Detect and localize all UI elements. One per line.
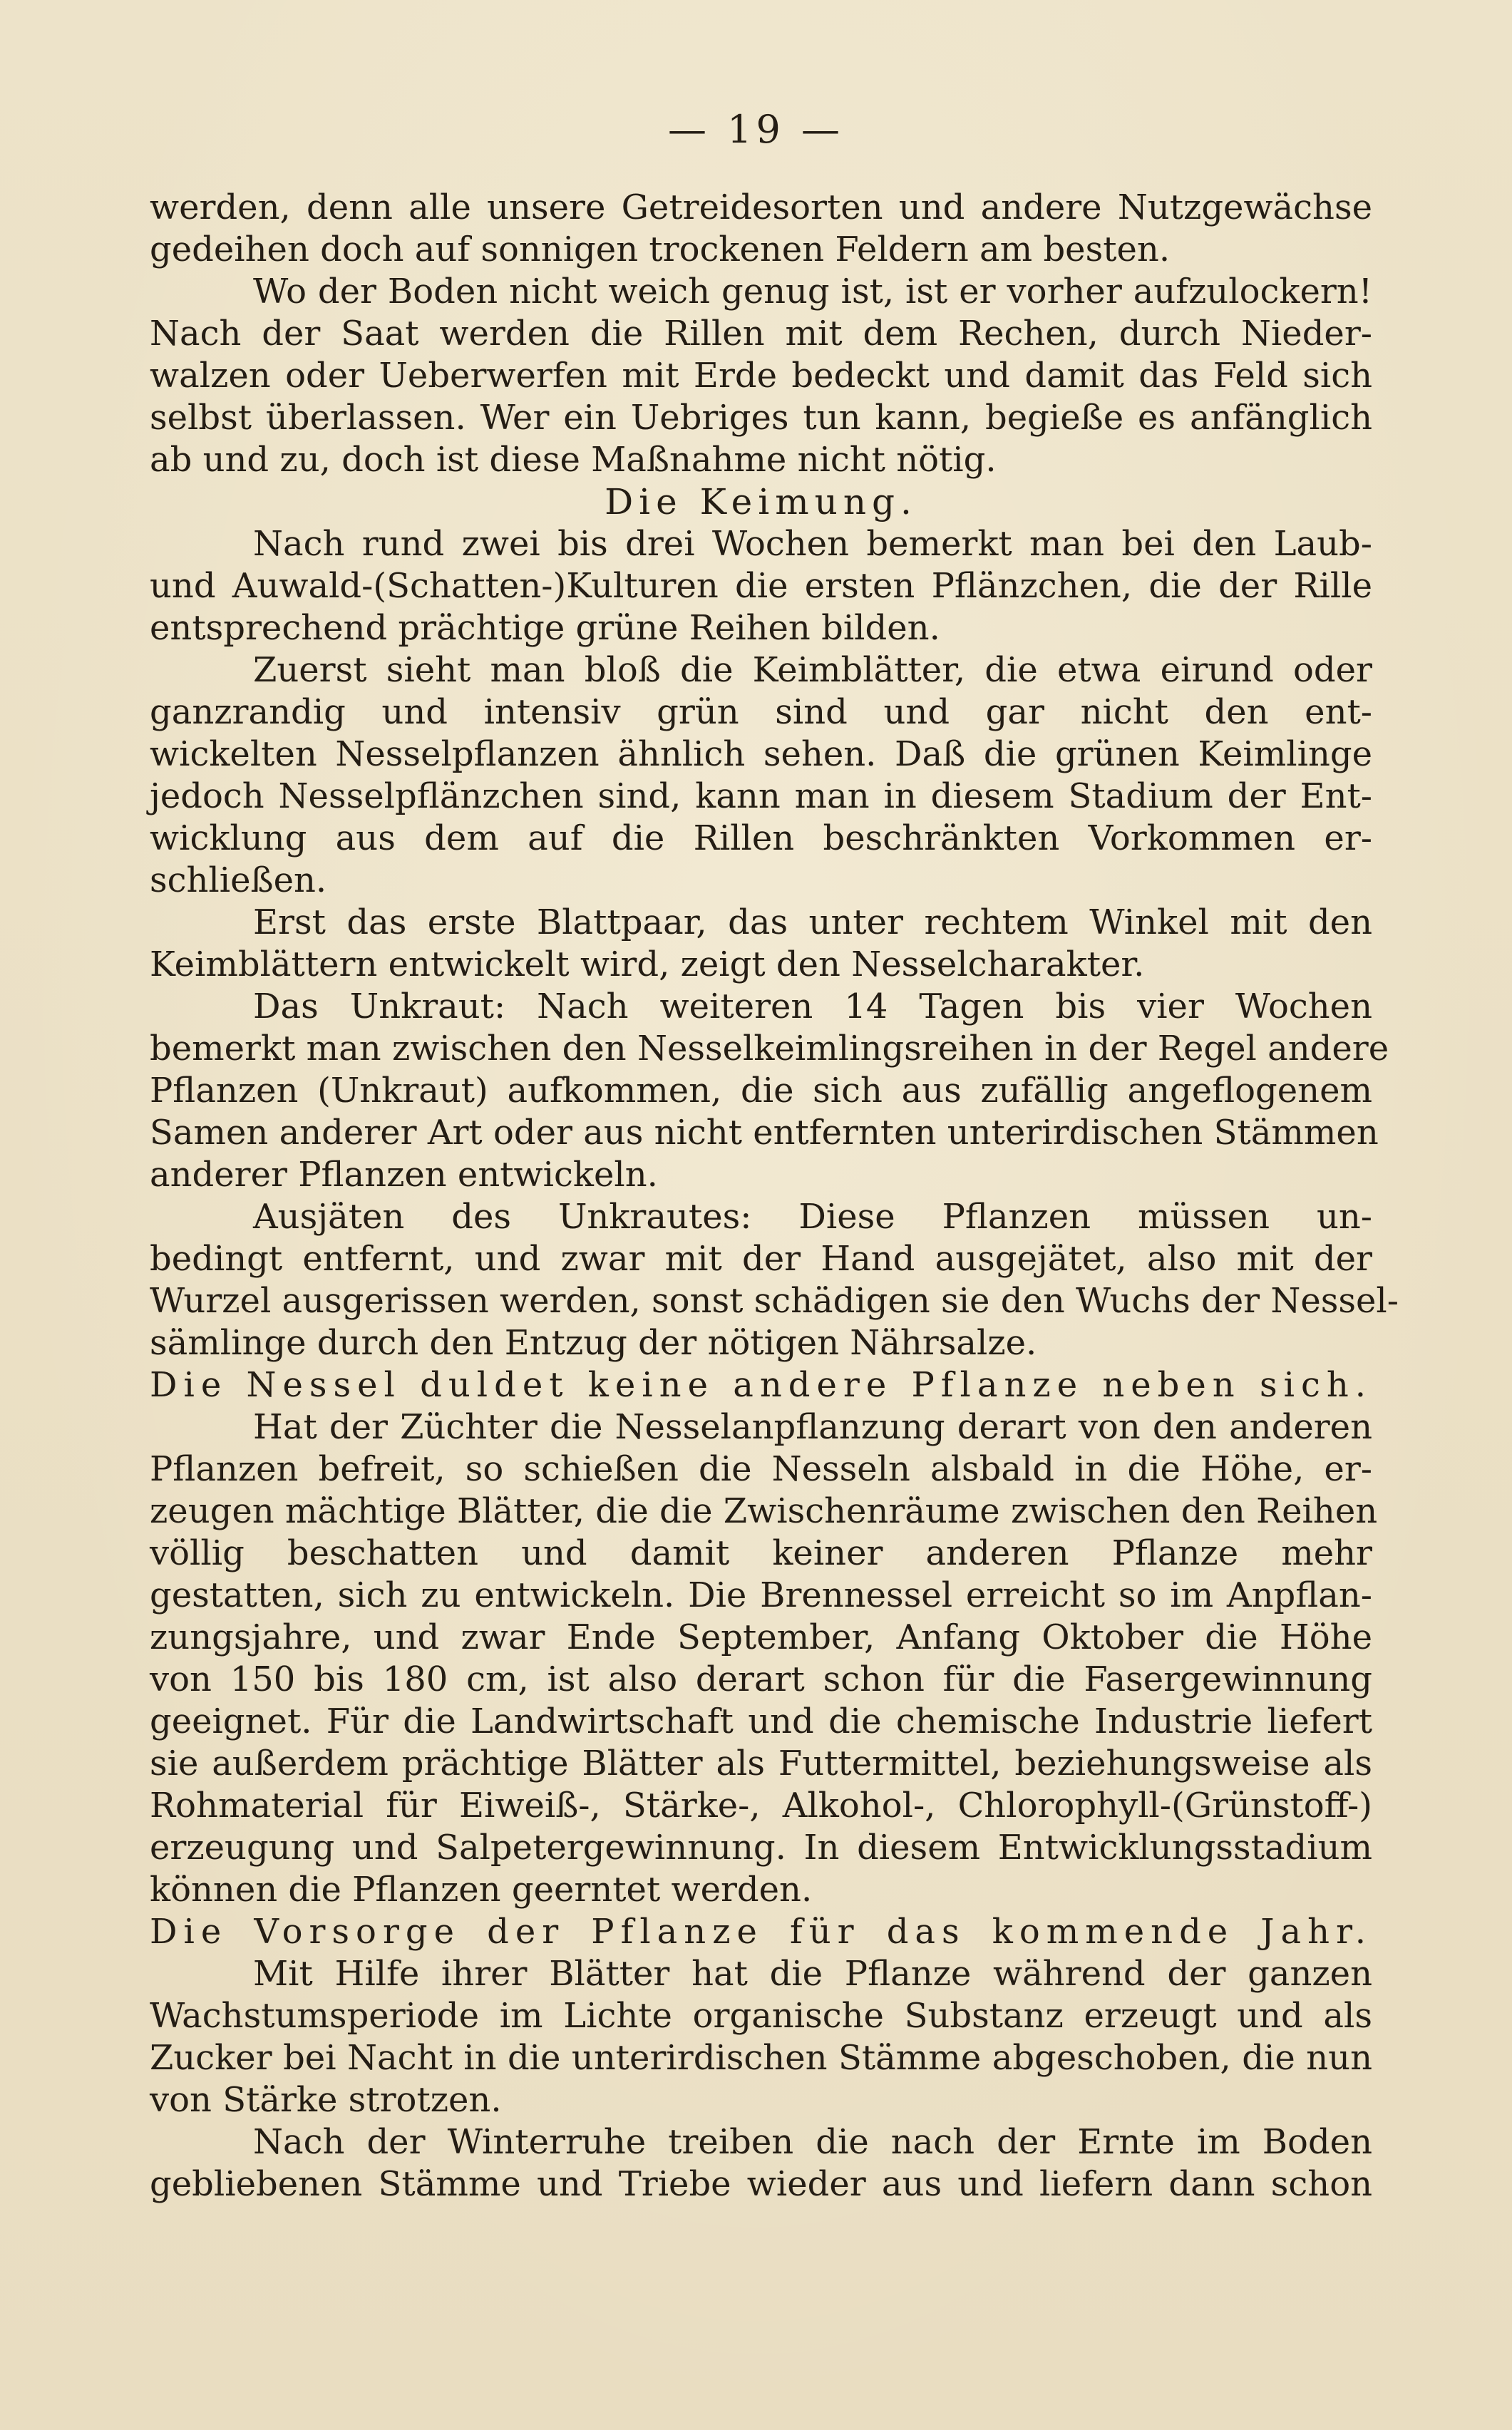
- text-line: Mit Hilfe ihrer Blätter hat die Pflanze während der ganzen: [253, 1954, 1372, 1994]
- text-line: Zuerst sieht man bloß die Keimblätter, die etwa eirund oder: [253, 650, 1372, 690]
- text-line: völlig beschatten und damit keiner anderen Pflanze mehr: [150, 1533, 1372, 1573]
- text-line: jedoch Nesselpflänzchen sind, kann man in diesem Stadium der Ent-: [150, 776, 1372, 816]
- section-heading-keimung: Die Keimung.: [605, 481, 917, 522]
- text-line: entsprechend prächtige grüne Reihen bilden.: [150, 608, 940, 648]
- text-line: Wo der Boden nicht weich genug ist, ist er vorher aufzulockern!: [253, 272, 1372, 312]
- text-line: von 150 bis 180 cm, ist also derart schon für die Fasergewinnung: [150, 1659, 1372, 1699]
- text-line: Nach der Saat werden die Rillen mit dem Rechen, durch Nieder-: [150, 314, 1372, 354]
- text-line: schließen.: [150, 860, 327, 900]
- text-line: anderer Pflanzen entwickeln.: [150, 1155, 658, 1195]
- text-line: sie außerdem prächtige Blätter als Futtermittel, beziehungsweise als: [150, 1744, 1372, 1783]
- text-line: erzeugung und Salpetergewinnung. In diesem Entwicklungsstadium: [150, 1828, 1372, 1868]
- text-line: werden, denn alle unsere Getreidesorten und andere Nutzgewächse: [150, 187, 1372, 227]
- section-heading-nessel: Die Nessel duldet keine andere Pflanze neben sich.: [150, 1365, 1372, 1405]
- body-text: [150, 187, 1399, 2205]
- text-line: Zucker bei Nacht in die unterirdischen Stämme abgeschoben, die nun: [150, 2038, 1372, 2078]
- text-line: Samen anderer Art oder aus nicht entfernten unterirdischen Stämmen: [150, 1113, 1379, 1153]
- text-line: gebliebenen Stämme und Triebe wieder aus und liefern dann schon: [150, 2164, 1372, 2204]
- text-line: Rohmaterial für Eiweiß-, Stärke-, Alkohol-, Chlorophyll-(Grünstoff-): [150, 1786, 1372, 1826]
- text-line: Das Unkraut: Nach weiteren 14 Tagen bis vier Wochen: [253, 987, 1372, 1026]
- text-line: Wurzel ausgerissen werden, sonst schädigen sie den Wuchs der Nessel-: [150, 1281, 1399, 1321]
- section-heading-vorsorge: Die Vorsorge der Pflanze für das kommende Jahr.: [150, 1912, 1372, 1952]
- text-line: Ausjäten des Unkrautes: Diese Pflanzen müssen un-: [253, 1197, 1372, 1237]
- text-line: Pflanzen (Unkraut) aufkommen, die sich aus zufällig angeflogenem: [150, 1071, 1372, 1111]
- text-line: sämlinge durch den Entzug der nötigen Nährsalze.: [150, 1323, 1037, 1363]
- text-line: ab und zu, doch ist diese Maßnahme nicht nötig.: [150, 440, 997, 480]
- text-line: können die Pflanzen geerntet werden.: [150, 1870, 813, 1910]
- text-line: ganzrandig und intensiv grün sind und gar nicht den ent-: [150, 692, 1372, 732]
- text-line: Pflanzen befreit, so schießen die Nesseln alsbald in die Höhe, er-: [150, 1449, 1372, 1489]
- text-line: Keimblättern entwickelt wird, zeigt den Nesselcharakter.: [150, 944, 1145, 984]
- text-line: von Stärke strotzen.: [150, 2080, 502, 2120]
- text-line: zeugen mächtige Blätter, die die Zwischenräume zwischen den Reihen: [150, 1491, 1378, 1531]
- text-line: Nach rund zwei bis drei Wochen bemerkt man bei den Laub-: [253, 524, 1372, 564]
- text-line: bedingt entfernt, und zwar mit der Hand ausgejätet, also mit der: [150, 1239, 1372, 1279]
- text-line: gedeihen doch auf sonnigen trockenen Feldern am besten.: [150, 230, 1171, 269]
- text-line: wickelten Nesselpflanzen ähnlich sehen. Daß die grünen Keimlinge: [150, 734, 1372, 774]
- text-line: bemerkt man zwischen den Nesselkeimlingsreihen in der Regel andere: [150, 1029, 1389, 1069]
- text-line: Wachstumsperiode im Lichte organische Substanz erzeugt und als: [150, 1996, 1372, 2036]
- text-line: selbst überlassen. Wer ein Uebriges tun kann, begieße es anfänglich: [150, 398, 1372, 438]
- text-line: zungsjahre, und zwar Ende September, Anfang Oktober die Höhe: [150, 1617, 1372, 1657]
- text-line: geeignet. Für die Landwirtschaft und die chemische Industrie liefert: [150, 1701, 1372, 1741]
- page-number: — 19 —: [667, 107, 845, 152]
- text-line: gestatten, sich zu entwickeln. Die Brennessel erreicht so im Anpflan-: [150, 1575, 1372, 1615]
- text-line: Hat der Züchter die Nesselanpflanzung derart von den anderen: [253, 1407, 1372, 1447]
- text-line: Erst das erste Blattpaar, das unter rechtem Winkel mit den: [253, 902, 1372, 942]
- text-line: walzen oder Ueberwerfen mit Erde bedeckt und damit das Feld sich: [150, 356, 1372, 396]
- text-line: Nach der Winterruhe treiben die nach der Ernte im Boden: [253, 2122, 1372, 2162]
- text-line: wicklung aus dem auf die Rillen beschränkten Vorkommen er-: [150, 818, 1372, 858]
- text-line: und Auwald-(Schatten-)Kulturen die ersten Pflänzchen, die der Rille: [150, 566, 1372, 606]
